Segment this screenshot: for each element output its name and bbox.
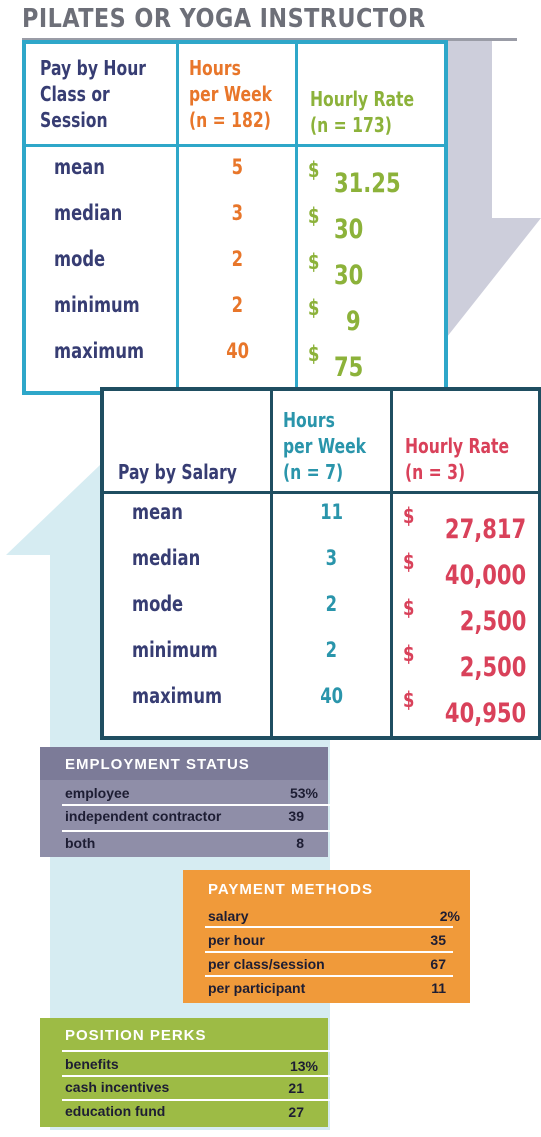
salary-labels bbox=[102, 492, 272, 738]
row-label: minimum bbox=[132, 637, 218, 662]
rate-value: 30 bbox=[334, 259, 364, 291]
hours-value: 2 bbox=[231, 292, 243, 317]
hours-value: 40 bbox=[225, 338, 249, 363]
position-perks-title: POSITION PERKS bbox=[65, 1027, 207, 1044]
employment-row-value: 53% bbox=[289, 785, 318, 801]
header-line: (n = 3) bbox=[404, 459, 466, 484]
payment-row-value: 11 bbox=[431, 980, 446, 996]
salary-col2-header bbox=[272, 389, 391, 492]
payment-row-label: salary bbox=[208, 908, 249, 924]
dollar-sign: $ bbox=[402, 687, 415, 712]
row-divider bbox=[62, 804, 330, 806]
header-line: per Week bbox=[283, 433, 367, 458]
salary-col3-header bbox=[391, 389, 540, 492]
hourly-col3-header bbox=[297, 42, 446, 145]
row-label: mean bbox=[132, 499, 183, 524]
header-line: Class or bbox=[40, 81, 110, 106]
hours-value: 2 bbox=[326, 591, 338, 616]
rate-value: 75 bbox=[334, 351, 364, 383]
dollar-sign: $ bbox=[402, 595, 415, 620]
perks-row-value: 27 bbox=[288, 1104, 304, 1120]
row-label: mean bbox=[54, 154, 105, 179]
header-line: (n = 7) bbox=[283, 459, 344, 484]
rate-value: 2,500 bbox=[459, 651, 527, 683]
hourly-pay-table bbox=[22, 40, 448, 395]
rate-value: 40,000 bbox=[445, 559, 527, 591]
dollar-sign: $ bbox=[308, 341, 320, 366]
header-line: Hours bbox=[188, 55, 241, 80]
payment-row-value: 67 bbox=[430, 956, 446, 972]
perks-row-label: education fund bbox=[65, 1103, 166, 1119]
row-divider bbox=[62, 830, 330, 832]
header-line: (n = 182) bbox=[188, 107, 271, 132]
hourly-rates bbox=[297, 145, 446, 393]
row-label: median bbox=[54, 200, 123, 225]
payment-row-label: per participant bbox=[208, 980, 306, 996]
perks-row-label: cash incentives bbox=[65, 1079, 170, 1095]
header-line: Hourly Rate bbox=[310, 86, 415, 111]
hourly-col2-header bbox=[177, 42, 296, 145]
hours-value: 2 bbox=[326, 637, 338, 662]
payment-methods-title: PAYMENT METHODS bbox=[208, 881, 374, 898]
header-line: per Week bbox=[188, 81, 272, 106]
dollar-sign: $ bbox=[402, 549, 415, 574]
salary-col1-header bbox=[102, 389, 272, 492]
header-line: (n = 173) bbox=[310, 112, 393, 137]
position-perks-box bbox=[40, 1018, 328, 1127]
header-line: Session bbox=[40, 107, 108, 132]
rate-value: 9 bbox=[346, 305, 362, 337]
row-label: mode bbox=[54, 246, 106, 271]
employment-row-value: 39 bbox=[288, 808, 304, 824]
employment-row-label: both bbox=[65, 835, 96, 851]
perks-row-value: 13% bbox=[289, 1058, 318, 1074]
header-line: Pay by Hour bbox=[40, 55, 147, 80]
header-line: Hourly Rate bbox=[404, 433, 510, 458]
payment-methods-box bbox=[183, 870, 470, 1003]
payment-row-value: 35 bbox=[430, 932, 446, 948]
header-line: Pay by Salary bbox=[118, 459, 237, 484]
row-label: maximum bbox=[54, 338, 145, 363]
hours-value: 3 bbox=[231, 200, 243, 225]
hourly-labels bbox=[24, 145, 177, 393]
row-label: minimum bbox=[54, 292, 140, 317]
hourly-hours bbox=[177, 145, 296, 393]
employment-status-title: EMPLOYMENT STATUS bbox=[65, 756, 250, 773]
salary-hours bbox=[272, 492, 391, 738]
perks-row-label: benefits bbox=[65, 1056, 119, 1072]
row-label: mode bbox=[132, 591, 184, 616]
salary-pay-table bbox=[100, 387, 541, 740]
employment-status-box bbox=[40, 747, 328, 857]
hours-value: 5 bbox=[231, 154, 243, 179]
row-divider bbox=[205, 975, 453, 977]
hourly-col1-header bbox=[24, 42, 177, 145]
payment-row-value: 2% bbox=[439, 908, 460, 924]
row-divider bbox=[62, 1050, 330, 1052]
row-divider bbox=[205, 951, 453, 953]
row-label: maximum bbox=[132, 683, 223, 708]
dollar-sign: $ bbox=[308, 157, 320, 182]
row-divider bbox=[62, 1099, 330, 1101]
rate-value: 2,500 bbox=[459, 605, 527, 637]
employment-row-value: 8 bbox=[296, 835, 304, 851]
payment-row-label: per hour bbox=[208, 932, 265, 948]
employment-row-label: employee bbox=[65, 785, 130, 801]
rate-value: 40,950 bbox=[445, 697, 527, 729]
perks-row-value: 21 bbox=[288, 1080, 304, 1096]
rate-value: 27,817 bbox=[445, 513, 527, 545]
dollar-sign: $ bbox=[308, 295, 320, 320]
hours-value: 40 bbox=[320, 683, 344, 708]
salary-rates bbox=[391, 492, 540, 738]
employment-row-label: independent contractor bbox=[65, 808, 222, 824]
rate-value: 30 bbox=[334, 213, 364, 245]
dollar-sign: $ bbox=[308, 203, 320, 228]
payment-row-label: per class/session bbox=[208, 956, 325, 972]
page-title: PILATES OR YOGA INSTRUCTOR bbox=[22, 4, 426, 34]
header-line: Hours bbox=[283, 407, 336, 432]
dollar-sign: $ bbox=[308, 249, 320, 274]
row-divider bbox=[62, 1075, 330, 1077]
hours-value: 2 bbox=[231, 246, 243, 271]
dollar-sign: $ bbox=[402, 503, 415, 528]
dollar-sign: $ bbox=[402, 641, 415, 666]
hours-value: 11 bbox=[320, 499, 344, 524]
row-divider bbox=[205, 926, 453, 928]
rate-value: 31.25 bbox=[334, 167, 402, 199]
row-label: median bbox=[132, 545, 201, 570]
hours-value: 3 bbox=[326, 545, 338, 570]
